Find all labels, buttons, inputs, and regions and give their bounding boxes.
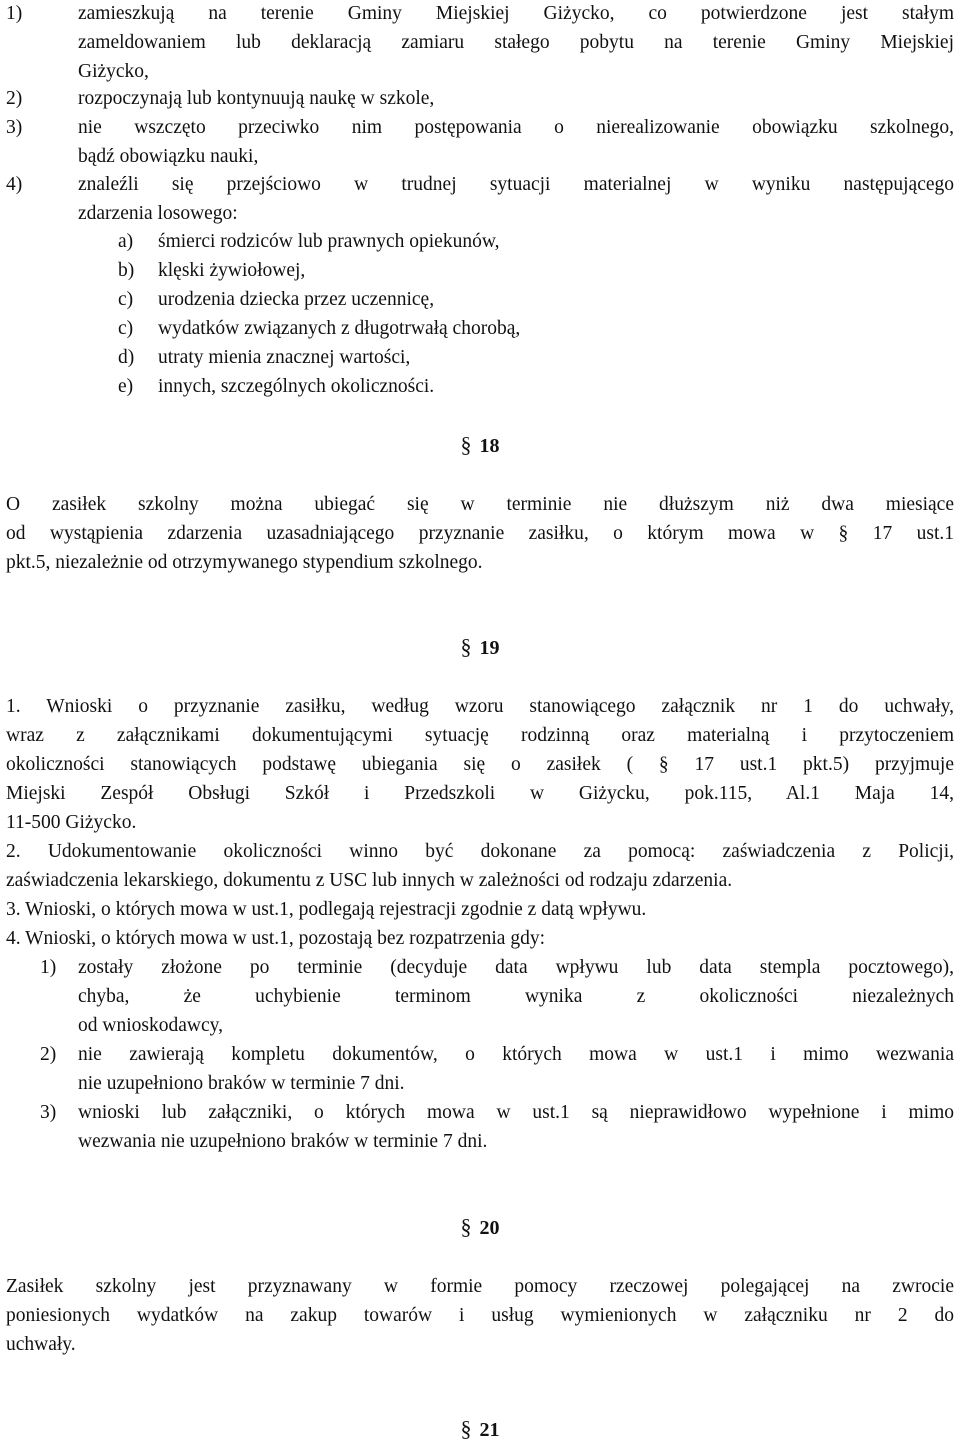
paragraph-19-point-3 bbox=[6, 895, 954, 924]
paragraph-line: 2. Udokumentowanie okoliczności winno być dokonane za pomocą: zaświadczenia z Policji, bbox=[6, 841, 954, 862]
section-sign: § bbox=[460, 1416, 472, 1441]
paragraph-line: pkt.5, niezależnie od otrzymywanego stypendium szkolnego. bbox=[6, 552, 483, 573]
sub-list-letter: d) bbox=[118, 347, 135, 368]
section-number: 19 bbox=[479, 637, 500, 659]
paragraph-line: Miejski Zespół Obsługi Szkół i Przedszkoli w Giżycku, pok.115, Al.1 Maja 14, bbox=[6, 783, 954, 804]
sub-list-text: wydatków związanych z długotrwałą chorobą, bbox=[158, 318, 521, 339]
paragraph-line: 1. Wnioski o przyznanie zasiłku, według wzoru stanowiącego załącznik nr 1 do uchwały, bbox=[6, 696, 954, 717]
list-item-line: nie uzupełniono braków w terminie 7 dni. bbox=[78, 1073, 405, 1094]
list-item-number: 1) bbox=[6, 3, 23, 24]
list-item-line: od wnioskodawcy, bbox=[78, 1015, 223, 1036]
paragraph-line: 4. Wnioski, o których mowa w ust.1, pozostają bez rozpatrzenia gdy: bbox=[6, 928, 546, 949]
sub-list-letter: c) bbox=[118, 318, 134, 339]
list-item-line: bądź obowiązku nauki, bbox=[78, 146, 259, 167]
paragraph-19-point-1 bbox=[6, 692, 954, 837]
list-item-line: zameldowaniem lub deklaracją zamiaru stałego pobytu na terenie Gminy Miejskiej bbox=[78, 32, 954, 53]
list-item-line: wnioski lub załączniki, o których mowa w ust.1 są nieprawidłowo wypełnione i mimo bbox=[78, 1102, 954, 1123]
section-number: 20 bbox=[479, 1217, 500, 1239]
sub-list-text: utraty mienia znacznej wartości, bbox=[158, 347, 411, 368]
list-item-number: 1) bbox=[40, 957, 57, 978]
section-heading-19 bbox=[6, 632, 954, 663]
paragraph-18 bbox=[6, 490, 954, 577]
paragraph-line: 11-500 Giżycko. bbox=[6, 812, 137, 833]
section-sign: § bbox=[460, 634, 472, 659]
section-sign: § bbox=[460, 432, 472, 457]
list-item-line: nie zawierają kompletu dokumentów, o których mowa w ust.1 i mimo wezwania bbox=[78, 1044, 954, 1065]
list-item-number: 2) bbox=[40, 1044, 57, 1065]
list-item-line: zdarzenia losowego: bbox=[78, 203, 238, 224]
list-item-number: 4) bbox=[6, 174, 23, 195]
list-item-line: zostały złożone po terminie (decyduje data wpływu lub data stempla pocztowego), bbox=[78, 957, 954, 978]
section-heading-18 bbox=[6, 430, 954, 461]
sub-list-text: urodzenia dziecka przez uczennicę, bbox=[158, 289, 435, 310]
paragraph-19-point-4 bbox=[6, 924, 954, 953]
paragraph-19-point-2 bbox=[6, 837, 954, 895]
list-item-line: znaleźli się przejściowo w trudnej sytuacji materialnej w wyniku następującego bbox=[78, 174, 954, 195]
section-heading-21 bbox=[6, 1414, 954, 1445]
paragraph-line: wraz z załącznikami dokumentującymi sytuację rodzinną oraz materialną i przytoczeniem bbox=[6, 725, 954, 746]
paragraph-line: 3. Wnioski, o których mowa w ust.1, podlegają rejestracji zgodnie z datą wpływu. bbox=[6, 899, 647, 920]
sub-list-letter: a) bbox=[118, 231, 134, 252]
paragraph-line: okoliczności stanowiących podstawę ubiegania się o zasiłek ( § 17 ust.1 pkt.5) przyjmuje bbox=[6, 754, 954, 775]
paragraph-line: O zasiłek szkolny można ubiegać się w terminie nie dłuższym niż dwa miesiące bbox=[6, 494, 954, 515]
list-item-line: wezwania nie uzupełniono braków w terminie 7 dni. bbox=[78, 1131, 488, 1152]
sub-list-letter: b) bbox=[118, 260, 135, 281]
sub-list-text: klęski żywiołowej, bbox=[158, 260, 306, 281]
list-item-line: chyba, że uchybienie terminom wynika z okoliczności niezależnych bbox=[78, 986, 954, 1007]
paragraph-line: od wystąpienia zdarzenia uzasadniającego przyznanie zasiłku, o którym mowa w § 17 ust.1 bbox=[6, 523, 954, 544]
paragraph-line: poniesionych wydatków na zakup towarów i usług wymienionych w załączniku nr 2 do bbox=[6, 1305, 954, 1326]
paragraph-20 bbox=[6, 1272, 954, 1359]
list-item-line: Giżycko, bbox=[78, 61, 149, 82]
sub-list-letter: c) bbox=[118, 289, 134, 310]
list-item-line: rozpoczynają lub kontynuują naukę w szkole, bbox=[78, 88, 435, 109]
paragraph-line: Zasiłek szkolny jest przyznawany w formie pomocy rzeczowej polegającej na zwrocie bbox=[6, 1276, 954, 1297]
list-item-number: 3) bbox=[6, 117, 23, 138]
paragraph-line: uchwały. bbox=[6, 1334, 76, 1355]
sub-list-text: śmierci rodziców lub prawnych opiekunów, bbox=[158, 231, 500, 252]
list-item-number: 2) bbox=[6, 88, 23, 109]
list-item-line: zamieszkują na terenie Gminy Miejskiej Giżycko, co potwierdzone jest stałym bbox=[78, 3, 954, 24]
section-number: 21 bbox=[479, 1419, 500, 1441]
section-number: 18 bbox=[479, 435, 500, 457]
sub-list-letter: e) bbox=[118, 376, 134, 397]
list-item-line: nie wszczęto przeciwko nim postępowania o nierealizowanie obowiązku szkolnego, bbox=[78, 117, 954, 138]
list-item-number: 3) bbox=[40, 1102, 57, 1123]
section-heading-20 bbox=[6, 1212, 954, 1243]
paragraph-line: zaświadczenia lekarskiego, dokumentu z USC lub innych w zależności od rodzaju zdarzenia. bbox=[6, 870, 733, 891]
section-sign: § bbox=[460, 1214, 472, 1239]
sub-list-text: innych, szczególnych okoliczności. bbox=[158, 376, 435, 397]
